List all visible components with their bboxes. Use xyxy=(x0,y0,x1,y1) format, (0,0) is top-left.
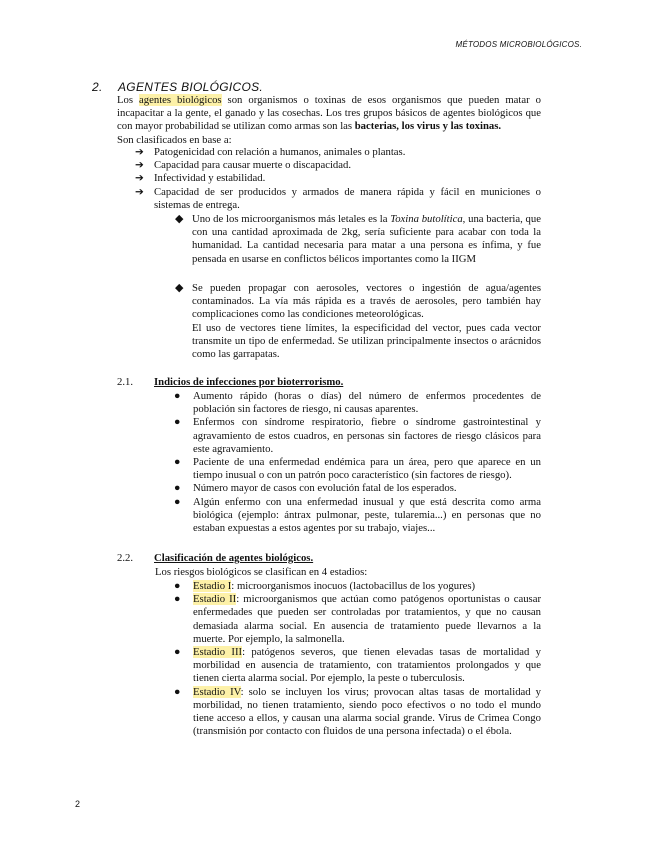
list-item xyxy=(172,646,541,686)
intro-text-mid: son organismos o toxinas de esos organismos que pueden matar o incapacitar a la gente, el ganado y las cosechas. Los tres grupos básicos de agentes biológicos que con mayor probabilidad se utilizan como armas son las xyxy=(117,94,542,133)
stage-label: Estadio II xyxy=(193,593,237,606)
list-item xyxy=(172,416,541,456)
list-item xyxy=(117,186,541,212)
toxin-text-post: , una bacteria, que con una cantidad aproximada de 2kg, sería suficiente para acabar con toda la humanidad. La cantidad necesaria para matar a una persona es ínfima, y fue pensada en usarse en conflictos bélicos importantes como la IIGM xyxy=(192,213,541,265)
list-item-text: Capacidad de ser producidos y armados de manera rápida y fácil en municiones o sistemas de entrega. xyxy=(154,185,541,211)
subsection-title-2-2 xyxy=(117,552,313,564)
list-item xyxy=(172,456,541,482)
list-item xyxy=(117,159,541,172)
stage-label: Estadio III xyxy=(193,646,243,659)
running-header: MÉTODOS MICROBIOLÓGICOS. xyxy=(455,40,582,49)
list-item-text: Aumento rápido (horas o días) del número de enfermos procedentes de población sin factores de riesgo, ni causas aparentes. xyxy=(193,390,541,416)
intro-bold: bacterias, los virus y las toxinas. xyxy=(354,120,502,133)
classification-lead: Son clasificados en base a: xyxy=(117,133,232,146)
list-item xyxy=(172,686,541,739)
classification-list xyxy=(117,146,541,212)
bullet-icon: ● xyxy=(174,593,181,606)
bullet-icon: ● xyxy=(174,685,181,698)
list-item-text: Capacidad para causar muerte o discapacidad. xyxy=(154,159,352,172)
stage-label: Estadio I xyxy=(193,580,232,592)
page-number: 2 xyxy=(75,799,81,809)
arrow-icon: ➔ xyxy=(135,172,144,185)
subsection-title-text: Clasificación de agentes biológicos. xyxy=(154,552,314,564)
subsection-number: 2.2. xyxy=(117,552,134,564)
intro-text: Los xyxy=(117,94,140,106)
list-item xyxy=(172,390,541,416)
subsection-title-2-1 xyxy=(117,376,343,388)
bullet-icon: ● xyxy=(174,416,181,429)
subsection-number: 2.1. xyxy=(117,376,134,388)
highlight-agentes: agentes biológicos xyxy=(139,94,222,106)
section-title xyxy=(92,80,263,94)
stage-text: : microorganismos inocuos (lactobacillus de los yogures) xyxy=(231,580,476,592)
bullet-icon: ● xyxy=(174,482,181,495)
bullet-icon: ● xyxy=(174,580,181,592)
list-item xyxy=(117,146,541,159)
stages-list xyxy=(172,580,541,738)
list-item-text: Patogenicidad con relación a humanos, animales o plantas. xyxy=(154,146,406,158)
stage-text: : microorganismos que actúan como patógenos oportunistas o causar enfermedades que pueden ser controladas por tratamientos, y que no causan demasiada alarma social. En ausencia de tratamiento puede llevarnos a la muerte. Por ejemplo, la salmonella. xyxy=(193,593,542,645)
bullet-icon: ● xyxy=(174,390,181,402)
stage-label: Estadio IV xyxy=(193,685,241,698)
section-number: 2. xyxy=(92,80,103,94)
stage-text: : patógenos severos, que tienen elevadas tasas de mortalidad y morbilidad en ausencia de tratamiento, con tratamientos prolongados y que tienen cierta alarma social. Por ejemplo, la peste o tuberculosis. xyxy=(193,646,541,685)
list-item-text: Número mayor de casos con evolución fatal de los esperados. xyxy=(193,482,457,495)
indicators-list xyxy=(172,390,541,535)
subsection-title-text: Indicios de infecciones por bioterrorismo. xyxy=(154,376,344,388)
classification-intro: Los riesgos biológicos se clasifican en 4 estadios: xyxy=(155,566,368,578)
list-item-text: Enfermos con síndrome respiratorio, fiebre o síndrome gastrointestinal y agravamiento de estos cuadros, en personas sin factores de riesgo clásicos para este agravamiento. xyxy=(193,416,541,455)
toxin-text: Uno de los microorganismos más letales es la xyxy=(192,213,391,225)
arrow-icon: ➔ xyxy=(135,185,144,198)
diamond-icon: ◆ xyxy=(175,213,184,225)
list-item-text: Algún enfermo con una enfermedad inusual y que está descrita como arma biológica (ejemplo: ántrax pulmonar, peste, tularemia...) en personas que no estaban expuestas a estos agentes por su trabajo, viajes... xyxy=(193,495,541,535)
list-item-text: Paciente de una enfermedad endémica para un área, pero que aparece en un tiempo inusual o con un patrón poco característico (sin factores de riesgo). xyxy=(193,456,541,482)
bullet-icon: ● xyxy=(174,456,181,469)
bullet-icon: ● xyxy=(174,646,181,659)
stage-text: : solo se incluyen los virus; provocan altas tasas de mortalidad y morbilidad, no tienen tratamiento, siendo poco efectivos o no todo el mundo tiene acceso a ellos, y causan una alarma social grande. Virus de Crimea Congo (transmisión por contacto con fluidos de una persona infectada) o el ébola. xyxy=(193,685,541,738)
propagation-text: Se pueden propagar con aerosoles, vectores o ingestión de agua/agentes contaminados. La vía más rápida es a través de aerosoles, pero también hay complicaciones como las condiciones meteorológicas. xyxy=(192,282,541,321)
vectors-text: El uso de vectores tiene límites, la especificidad del vector, pues cada vector transmite un tipo de enfermedad. Se utilizan principalmente insectos o arácnidos como las garrapatas. xyxy=(192,321,541,361)
list-item xyxy=(172,593,541,646)
list-item xyxy=(117,172,541,185)
diamond-item-propagation xyxy=(175,282,541,361)
diamond-item-toxin xyxy=(175,213,541,266)
arrow-icon: ➔ xyxy=(135,159,144,172)
bullet-icon: ● xyxy=(174,495,181,508)
list-item xyxy=(172,496,541,536)
section-title-text: AGENTES BIOLÓGICOS. xyxy=(118,80,264,94)
toxin-name: Toxina butolítica xyxy=(390,213,463,225)
diamond-icon: ◆ xyxy=(175,282,184,294)
list-item xyxy=(172,580,541,593)
list-item-text: Infectividad y estabilidad. xyxy=(154,172,266,185)
list-item xyxy=(172,482,541,495)
arrow-icon: ➔ xyxy=(135,146,144,158)
intro-paragraph xyxy=(117,94,541,147)
